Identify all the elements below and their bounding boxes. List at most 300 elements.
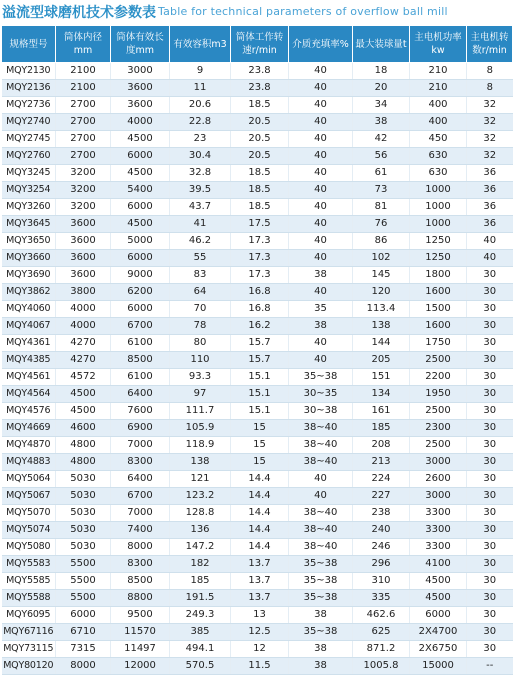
cell-inner-diameter: 4600 [56,420,111,437]
cell-max-ball-load: 296 [353,556,410,573]
cell-fill-rate: 38~40 [289,539,353,556]
cell-inner-diameter: 5030 [56,488,111,505]
cell-inner-diameter: 5500 [56,590,111,607]
cell-max-ball-load: 310 [353,573,410,590]
cell-motor-speed: 36 [467,182,513,199]
table-row [2,590,513,607]
cell-working-speed: 14.4 [231,539,289,556]
title-english: Table for technical parameters of overflow ball mill [158,5,448,18]
cell-working-speed: 20.5 [231,148,289,165]
cell-model: MQY73115 [2,641,56,658]
cell-inner-diameter: 4270 [56,335,111,352]
cell-inner-diameter: 3200 [56,165,111,182]
cell-max-ball-load: 238 [353,505,410,522]
cell-working-speed: 16.2 [231,318,289,335]
cell-effective-volume: 22.8 [170,114,231,131]
table-row [2,267,513,284]
table-row [2,199,513,216]
cell-effective-length: 9500 [111,607,170,624]
table-row [2,607,513,624]
cell-motor-speed: 36 [467,216,513,233]
cell-motor-speed: 32 [467,148,513,165]
cell-max-ball-load: 246 [353,539,410,556]
table-row [2,97,513,114]
cell-working-speed: 14.4 [231,471,289,488]
cell-fill-rate: 40 [289,131,353,148]
cell-fill-rate: 40 [289,114,353,131]
cell-working-speed: 23.8 [231,63,289,80]
cell-working-speed: 18.5 [231,97,289,114]
cell-effective-length: 3600 [111,97,170,114]
table-row [2,148,513,165]
cell-working-speed: 15 [231,437,289,454]
cell-max-ball-load: 102 [353,250,410,267]
cell-inner-diameter: 6000 [56,607,111,624]
cell-fill-rate: 38 [289,607,353,624]
cell-fill-rate: 38~40 [289,505,353,522]
cell-working-speed: 14.4 [231,505,289,522]
table-row [2,386,513,403]
cell-effective-volume: 249.3 [170,607,231,624]
cell-effective-volume: 128.8 [170,505,231,522]
cell-effective-length: 6400 [111,471,170,488]
cell-effective-volume: 32.8 [170,165,231,182]
cell-effective-volume: 147.2 [170,539,231,556]
cell-effective-length: 6000 [111,301,170,318]
cell-inner-diameter: 2100 [56,80,111,97]
cell-max-ball-load: 34 [353,97,410,114]
cell-model: MQY5585 [2,573,56,590]
table-row [2,641,513,658]
cell-motor-speed: 30 [467,284,513,301]
cell-model: MQY4669 [2,420,56,437]
cell-working-speed: 15 [231,420,289,437]
cell-effective-volume: 43.7 [170,199,231,216]
cell-working-speed: 20.5 [231,131,289,148]
cell-motor-power: 1250 [410,250,467,267]
cell-inner-diameter: 3200 [56,182,111,199]
cell-effective-volume: 118.9 [170,437,231,454]
cell-effective-length: 6000 [111,148,170,165]
cell-model: MQY3254 [2,182,56,199]
cell-effective-length: 11497 [111,641,170,658]
cell-effective-length: 7600 [111,403,170,420]
cell-inner-diameter: 3200 [56,199,111,216]
cell-effective-length: 6400 [111,386,170,403]
cell-effective-volume: 70 [170,301,231,318]
cell-effective-volume: 570.5 [170,658,231,675]
cell-effective-volume: 83 [170,267,231,284]
cell-motor-speed: 30 [467,437,513,454]
table-row [2,522,513,539]
cell-max-ball-load: 208 [353,437,410,454]
cell-model: MQY6095 [2,607,56,624]
cell-motor-power: 3300 [410,505,467,522]
header-model: 规格型号 [2,26,56,63]
cell-effective-volume: 46.2 [170,233,231,250]
table-row [2,471,513,488]
cell-motor-power: 2500 [410,352,467,369]
header-effective-length: 筒体有效长度mm [111,26,170,63]
cell-model: MQY3862 [2,284,56,301]
cell-effective-length: 8500 [111,573,170,590]
cell-model: MQY5588 [2,590,56,607]
cell-fill-rate: 40 [289,352,353,369]
cell-max-ball-load: 205 [353,352,410,369]
cell-motor-speed: 36 [467,165,513,182]
cell-fill-rate: 40 [289,250,353,267]
cell-effective-volume: 41 [170,216,231,233]
cell-model: MQY5080 [2,539,56,556]
cell-motor-power: 1950 [410,386,467,403]
cell-effective-length: 3600 [111,80,170,97]
cell-working-speed: 15.1 [231,403,289,420]
cell-inner-diameter: 5030 [56,539,111,556]
cell-fill-rate: 35 [289,301,353,318]
cell-inner-diameter: 4500 [56,386,111,403]
cell-effective-length: 8300 [111,454,170,471]
cell-working-speed: 15.7 [231,352,289,369]
cell-working-speed: 14.4 [231,488,289,505]
table-row [2,284,513,301]
cell-max-ball-load: 138 [353,318,410,335]
header-working-speed: 筒体工作转速r/min [231,26,289,63]
cell-fill-rate: 40 [289,165,353,182]
cell-motor-power: 2600 [410,471,467,488]
cell-model: MQY4561 [2,369,56,386]
cell-model: MQY3245 [2,165,56,182]
cell-fill-rate: 38~40 [289,454,353,471]
cell-motor-speed: 30 [467,522,513,539]
cell-working-speed: 13.7 [231,573,289,590]
cell-max-ball-load: 76 [353,216,410,233]
cell-fill-rate: 35~38 [289,369,353,386]
cell-motor-speed: 30 [467,488,513,505]
cell-motor-power: 2300 [410,420,467,437]
cell-effective-volume: 9 [170,63,231,80]
cell-motor-speed: 32 [467,97,513,114]
cell-motor-speed: 30 [467,267,513,284]
cell-motor-power: 6000 [410,607,467,624]
table-row [2,301,513,318]
cell-inner-diameter: 5500 [56,556,111,573]
cell-fill-rate: 35~38 [289,624,353,641]
cell-effective-volume: 39.5 [170,182,231,199]
cell-max-ball-load: 161 [353,403,410,420]
cell-model: MQY3645 [2,216,56,233]
cell-effective-volume: 55 [170,250,231,267]
title-bar [0,0,513,24]
cell-fill-rate: 38~40 [289,420,353,437]
cell-effective-length: 8300 [111,556,170,573]
title-chinese: 溢流型球磨机技术参数表 [2,5,156,21]
cell-fill-rate: 40 [289,148,353,165]
cell-fill-rate: 40 [289,284,353,301]
cell-effective-volume: 97 [170,386,231,403]
cell-inner-diameter: 4270 [56,352,111,369]
cell-motor-speed: -- [467,658,513,675]
cell-effective-length: 12000 [111,658,170,675]
cell-effective-length: 6100 [111,369,170,386]
cell-max-ball-load: 224 [353,471,410,488]
cell-max-ball-load: 145 [353,267,410,284]
table-row [2,624,513,641]
cell-motor-power: 1600 [410,318,467,335]
cell-inner-diameter: 5500 [56,573,111,590]
cell-inner-diameter: 5030 [56,522,111,539]
cell-motor-speed: 32 [467,114,513,131]
cell-fill-rate: 38~40 [289,437,353,454]
cell-working-speed: 20.5 [231,114,289,131]
cell-effective-volume: 123.2 [170,488,231,505]
cell-working-speed: 12 [231,641,289,658]
cell-motor-power: 3300 [410,522,467,539]
cell-inner-diameter: 8000 [56,658,111,675]
cell-motor-power: 450 [410,131,467,148]
cell-motor-power: 3300 [410,539,467,556]
cell-fill-rate: 40 [289,216,353,233]
cell-motor-speed: 30 [467,556,513,573]
table-row [2,233,513,250]
cell-model: MQY4385 [2,352,56,369]
cell-max-ball-load: 134 [353,386,410,403]
cell-effective-length: 11570 [111,624,170,641]
cell-working-speed: 18.5 [231,165,289,182]
cell-model: MQY3260 [2,199,56,216]
cell-working-speed: 23.8 [231,80,289,97]
cell-working-speed: 16.8 [231,301,289,318]
cell-max-ball-load: 871.2 [353,641,410,658]
cell-max-ball-load: 185 [353,420,410,437]
cell-effective-length: 6000 [111,250,170,267]
cell-inner-diameter: 2700 [56,131,111,148]
cell-inner-diameter: 4800 [56,437,111,454]
cell-effective-length: 7400 [111,522,170,539]
cell-effective-length: 4000 [111,114,170,131]
cell-model: MQY5074 [2,522,56,539]
table-row [2,403,513,420]
cell-inner-diameter: 2700 [56,114,111,131]
cell-effective-length: 6700 [111,488,170,505]
cell-motor-speed: 30 [467,454,513,471]
cell-model: MQY4564 [2,386,56,403]
header-inner-diameter: 筒体内径mm [56,26,111,63]
table-row [2,352,513,369]
table-row [2,420,513,437]
cell-motor-speed: 30 [467,590,513,607]
table-row [2,556,513,573]
cell-effective-length: 8500 [111,352,170,369]
cell-fill-rate: 35~38 [289,556,353,573]
cell-effective-volume: 191.5 [170,590,231,607]
table-row [2,182,513,199]
cell-effective-length: 8800 [111,590,170,607]
cell-motor-speed: 30 [467,471,513,488]
header-max-ball-load: 最大装球量t [353,26,410,63]
cell-max-ball-load: 462.6 [353,607,410,624]
cell-working-speed: 17.3 [231,267,289,284]
cell-motor-speed: 32 [467,131,513,148]
cell-effective-length: 5000 [111,233,170,250]
cell-fill-rate: 40 [289,233,353,250]
cell-fill-rate: 40 [289,63,353,80]
cell-effective-volume: 20.6 [170,97,231,114]
cell-inner-diameter: 6710 [56,624,111,641]
cell-motor-speed: 30 [467,539,513,556]
table-row [2,505,513,522]
cell-working-speed: 12.5 [231,624,289,641]
table-row [2,114,513,131]
cell-model: MQY2740 [2,114,56,131]
cell-model: MQY5070 [2,505,56,522]
cell-inner-diameter: 4000 [56,301,111,318]
cell-fill-rate: 35~38 [289,590,353,607]
cell-working-speed: 15.1 [231,369,289,386]
cell-model: MQY3690 [2,267,56,284]
cell-effective-volume: 105.9 [170,420,231,437]
cell-effective-length: 7000 [111,505,170,522]
cell-motor-power: 4100 [410,556,467,573]
cell-inner-diameter: 3600 [56,233,111,250]
cell-max-ball-load: 113.4 [353,301,410,318]
cell-motor-power: 630 [410,148,467,165]
cell-motor-speed: 30 [467,352,513,369]
cell-effective-volume: 121 [170,471,231,488]
table-row [2,131,513,148]
cell-motor-power: 2200 [410,369,467,386]
cell-fill-rate: 38 [289,658,353,675]
cell-motor-power: 15000 [410,658,467,675]
cell-motor-power: 1250 [410,233,467,250]
cell-motor-speed: 30 [467,403,513,420]
cell-motor-speed: 30 [467,386,513,403]
cell-fill-rate: 40 [289,199,353,216]
table-row [2,488,513,505]
cell-effective-volume: 110 [170,352,231,369]
cell-effective-volume: 111.7 [170,403,231,420]
cell-max-ball-load: 56 [353,148,410,165]
cell-max-ball-load: 73 [353,182,410,199]
cell-effective-volume: 494.1 [170,641,231,658]
cell-inner-diameter: 2100 [56,63,111,80]
cell-model: MQY5583 [2,556,56,573]
cell-inner-diameter: 3600 [56,267,111,284]
cell-max-ball-load: 120 [353,284,410,301]
cell-working-speed: 15.7 [231,335,289,352]
cell-working-speed: 17.3 [231,250,289,267]
cell-motor-speed: 30 [467,505,513,522]
cell-effective-length: 4500 [111,216,170,233]
cell-max-ball-load: 213 [353,454,410,471]
cell-max-ball-load: 61 [353,165,410,182]
table-row [2,165,513,182]
cell-effective-length: 4500 [111,165,170,182]
cell-model: MQY4060 [2,301,56,318]
cell-motor-speed: 36 [467,199,513,216]
cell-fill-rate: 40 [289,182,353,199]
cell-max-ball-load: 81 [353,199,410,216]
cell-motor-speed: 30 [467,624,513,641]
cell-fill-rate: 40 [289,488,353,505]
cell-model: MQY2130 [2,63,56,80]
cell-inner-diameter: 5030 [56,505,111,522]
cell-effective-length: 7000 [111,437,170,454]
cell-model: MQY2745 [2,131,56,148]
cell-effective-volume: 185 [170,573,231,590]
cell-model: MQY3650 [2,233,56,250]
cell-inner-diameter: 7315 [56,641,111,658]
cell-inner-diameter: 2700 [56,97,111,114]
cell-effective-length: 8000 [111,539,170,556]
cell-motor-power: 1000 [410,216,467,233]
cell-fill-rate: 40 [289,471,353,488]
cell-effective-volume: 11 [170,80,231,97]
cell-motor-speed: 30 [467,369,513,386]
cell-max-ball-load: 227 [353,488,410,505]
cell-effective-length: 6200 [111,284,170,301]
cell-model: MQY80120 [2,658,56,675]
cell-motor-power: 1000 [410,199,467,216]
cell-model: MQY2760 [2,148,56,165]
cell-effective-volume: 78 [170,318,231,335]
cell-working-speed: 13.7 [231,590,289,607]
header-effective-volume: 有效容积m3 [170,26,231,63]
cell-max-ball-load: 240 [353,522,410,539]
cell-motor-power: 1500 [410,301,467,318]
cell-working-speed: 15.1 [231,386,289,403]
cell-motor-power: 3000 [410,488,467,505]
cell-fill-rate: 38 [289,641,353,658]
cell-inner-diameter: 3600 [56,250,111,267]
table-row [2,539,513,556]
header-motor-power: 主电机功率kw [410,26,467,63]
cell-motor-power: 4500 [410,590,467,607]
cell-motor-power: 1800 [410,267,467,284]
cell-working-speed: 17.3 [231,233,289,250]
cell-max-ball-load: 18 [353,63,410,80]
table-header [2,26,513,63]
cell-model: MQY4067 [2,318,56,335]
table-row [2,573,513,590]
cell-motor-power: 2500 [410,437,467,454]
cell-inner-diameter: 2700 [56,148,111,165]
cell-effective-length: 4500 [111,131,170,148]
cell-working-speed: 13 [231,607,289,624]
table-row [2,63,513,80]
cell-model: MQY5067 [2,488,56,505]
table-row [2,80,513,97]
cell-fill-rate: 40 [289,335,353,352]
header-fill-rate: 介质充填率% [289,26,353,63]
cell-max-ball-load: 1005.8 [353,658,410,675]
cell-effective-length: 6900 [111,420,170,437]
cell-fill-rate: 30~38 [289,403,353,420]
table-row [2,318,513,335]
cell-effective-volume: 93.3 [170,369,231,386]
cell-model: MQY4361 [2,335,56,352]
cell-max-ball-load: 151 [353,369,410,386]
cell-motor-speed: 8 [467,63,513,80]
cell-effective-volume: 136 [170,522,231,539]
cell-working-speed: 16.8 [231,284,289,301]
cell-working-speed: 15 [231,454,289,471]
cell-motor-power: 1600 [410,284,467,301]
cell-effective-volume: 138 [170,454,231,471]
table-row [2,250,513,267]
table-row [2,216,513,233]
cell-motor-power: 2X6750 [410,641,467,658]
cell-inner-diameter: 4500 [56,403,111,420]
